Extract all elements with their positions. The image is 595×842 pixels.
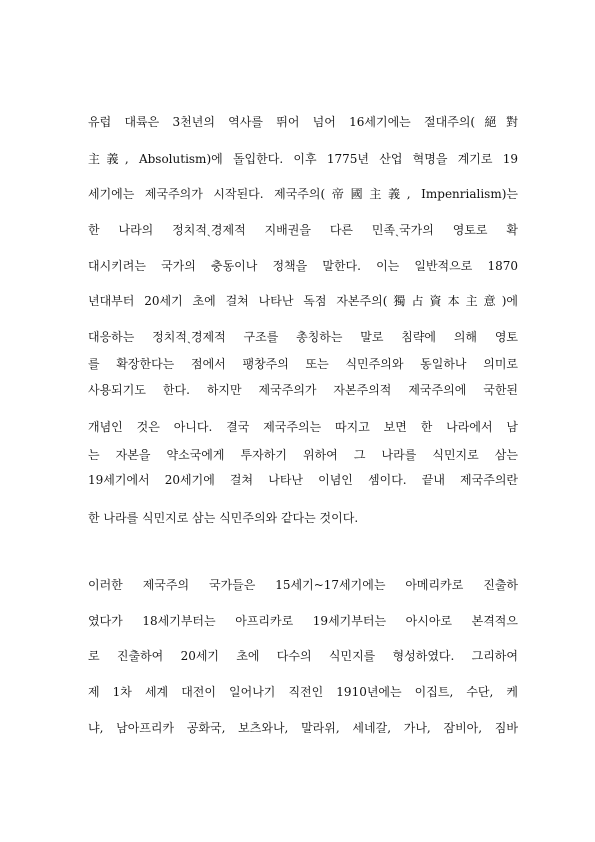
paragraph-line: 사용되기도 한다. 하지만 제국주의가 자본주의적 제국주의에 국한된	[88, 383, 518, 397]
paragraph-line: 대시키려는 국가의 충동이나 정책을 말한다. 이는 일반적으로 1870	[88, 259, 518, 273]
paragraph-line: 였다가 18세기부터는 아프리카로 19세기부터는 아시아로 본격적으	[88, 614, 518, 628]
paragraph-line: 이러한 제국주의 국가들은 15세기~17세기에는 아메리카로 진출하	[88, 578, 518, 592]
paragraph-line: 를 확장한다는 점에서 팽창주의 또는 식민주의와 동일하나 의미로	[88, 357, 519, 371]
paragraph-line: 년대부터 20세기 초에 걸쳐 나타난 독점 자본주의(獨占資本主意)에	[88, 294, 518, 308]
paragraph-line: 19세기에서 20세기에 걸쳐 나타난 이념인 셈이다. 끝내 제국주의란	[88, 473, 518, 487]
paragraph-line: 제 1차 세계 대전이 일어나기 직전인 1910년에는 이집트, 수단, 케	[88, 685, 518, 699]
paragraph-line: 개념인 것은 아니다. 결국 제국주의는 따지고 보면 한 나라에서 남	[88, 420, 518, 434]
paragraph-line: 主義, Absolutism)에 돌입한다. 이후 1775년 산업 혁명을 계기로 19	[88, 152, 518, 166]
paragraph-line: 세기에는 제국주의가 시작된다. 제국주의(帝國主義, Impenrialism)는	[88, 187, 518, 201]
paragraph-line: 냐, 남아프리카 공화국, 보츠와나, 말라위, 세네갈, 가나, 잠비아, 짐바	[88, 721, 518, 735]
paragraph-line: 는 자본을 약소국에게 투자하기 위하여 그 나라를 식민지로 삼는	[88, 448, 518, 462]
paragraph-line: 유럽 대륙은 3천년의 역사를 뛰어 넘어 16세기에는 절대주의(絕對	[88, 115, 518, 129]
paragraph-line: 한 나라의 정치적ˎ경제적 지배권을 다른 민족ˎ국가의 영토로 확	[88, 223, 518, 237]
paragraph-line: 한 나라를 식민지로 삼는 식민주의와 같다는 것이다.	[88, 511, 359, 525]
paragraph-line: 대응하는 정치적ˎ경제적 구조를 총칭하는 말로 침략에 의해 영토	[88, 330, 518, 344]
paragraph-line: 로 진출하여 20세기 초에 다수의 식민지를 형성하였다. 그리하여	[88, 649, 518, 663]
